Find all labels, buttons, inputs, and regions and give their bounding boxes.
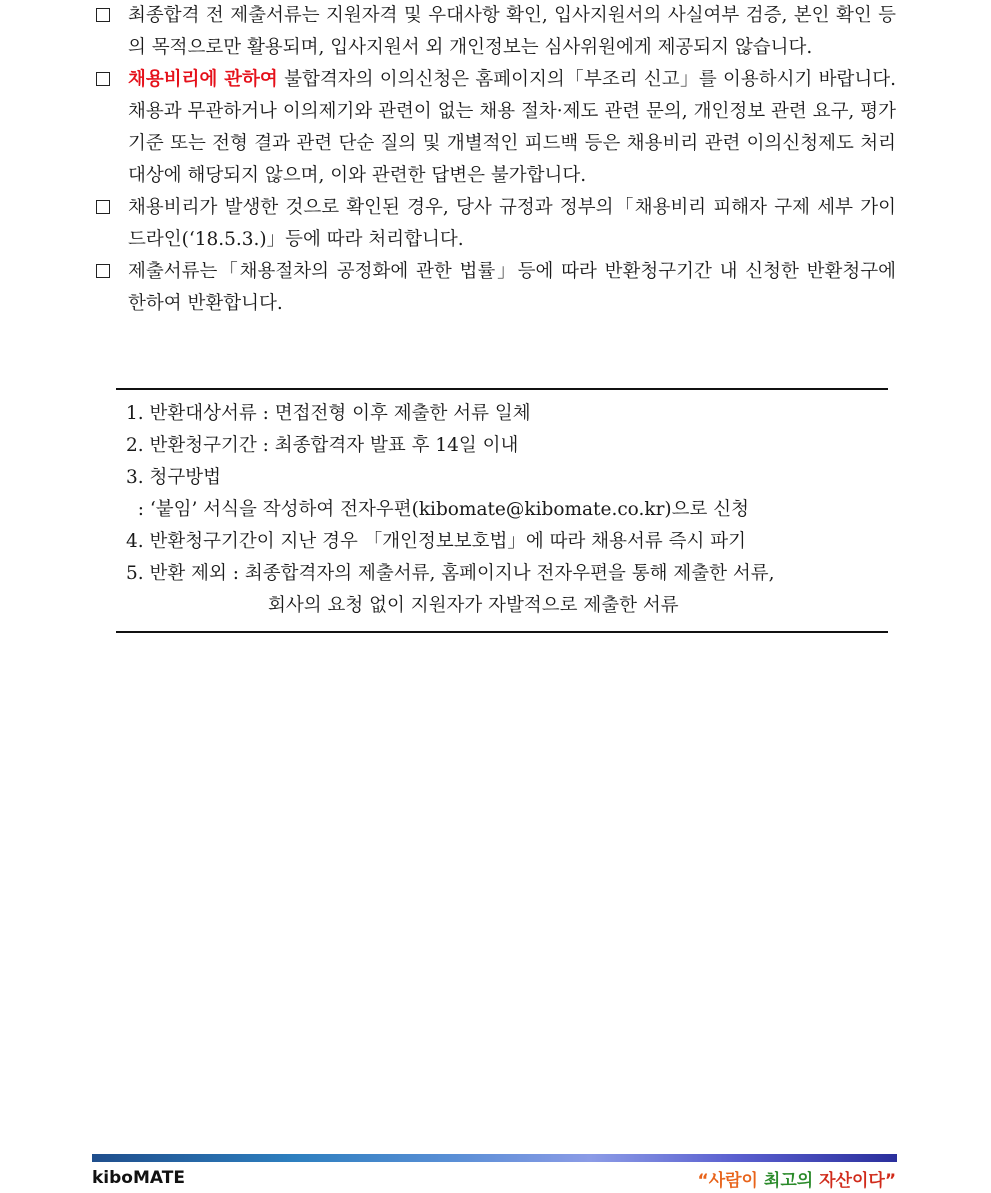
notice-text: 채용비리가 발생한 것으로 확인된 경우, 당사 규정과 정부의「채용비리 피해자 구제 세부 가이드라인(‘18.5.3.)」등에 따라 처리합니다. [128, 197, 896, 250]
notice-item-document-usage [94, 0, 896, 64]
footer-gradient-bar [92, 1154, 897, 1162]
checkbox-square-icon [96, 8, 110, 22]
notice-item-corruption-handling [94, 192, 896, 256]
notice-text: 불합격자의 이의신청은 홈페이지의「부조리 신고」를 이용하시기 바랍니다. 채용과 무관하거나 이의제기와 관련이 없는 채용 절차·제도 관련 문의, 개인정보 관련 요구, 평가기준 또는 전형 결과 관련 단순 질의 및 개별적인 피드백 등은 채용비리 관련 이의신청제도 처리 대상에 해당되지 않으며, 이와 관련한 답변은 불가합니다. [128, 69, 896, 186]
notice-text: 최종합격 전 제출서류는 지원자격 및 우대사항 확인, 입사지원서의 사실여부 검증, 본인 확인 등의 목적으로만 활용되며, 입사지원서 외 개인정보는 심사위원에게 제공되지 않습니다. [128, 5, 896, 58]
notice-item-hiring-corruption [94, 64, 896, 192]
slogan-word: 사람이 [708, 1171, 758, 1191]
return-info-list [126, 398, 886, 622]
divider-bottom [116, 631, 888, 633]
checkbox-square-icon [96, 264, 110, 278]
return-info-line: : ‘붙임’ 서식을 작성하여 전자우편(kibomate@kibomate.co.kr)으로 신청 [126, 499, 750, 520]
return-info-line: 5. 반환 제외 : 최종합격자의 제출서류, 홈페이지나 전자우편을 통해 제출한 서류, [126, 563, 775, 584]
slogan-word: 최고의 [763, 1171, 814, 1191]
footer-slogan: “사람이 최고의 자산이다” [697, 1171, 896, 1191]
checkbox-square-icon [96, 200, 110, 214]
checkbox-square-icon [96, 72, 110, 86]
slogan-word: 자산이다 [819, 1171, 885, 1191]
return-info-line: 회사의 요청 없이 지원자가 자발적으로 제출한 서류 [268, 595, 679, 616]
return-info-line: 4. 반환청구기간이 지난 경우 「개인정보보호법」에 따라 채용서류 즉시 파기 [126, 531, 746, 552]
divider-top [116, 388, 888, 390]
return-info-line: 2. 반환청구기간 : 최종합격자 발표 후 14일 이내 [126, 435, 519, 456]
notice-highlight: 채용비리에 관하여 [128, 69, 278, 90]
notice-text: 제출서류는「채용절차의 공정화에 관한 법률」등에 따라 반환청구기간 내 신청한 반환청구에 한하여 반환합니다. [128, 261, 896, 314]
return-info-line: 3. 청구방법 [126, 467, 222, 488]
footer-brand-logo: kiboMATE [92, 1168, 185, 1188]
notice-list [94, 0, 896, 320]
return-info-line: 1. 반환대상서류 : 면접전형 이후 제출한 서류 일체 [126, 403, 531, 424]
notice-item-document-return [94, 256, 896, 320]
